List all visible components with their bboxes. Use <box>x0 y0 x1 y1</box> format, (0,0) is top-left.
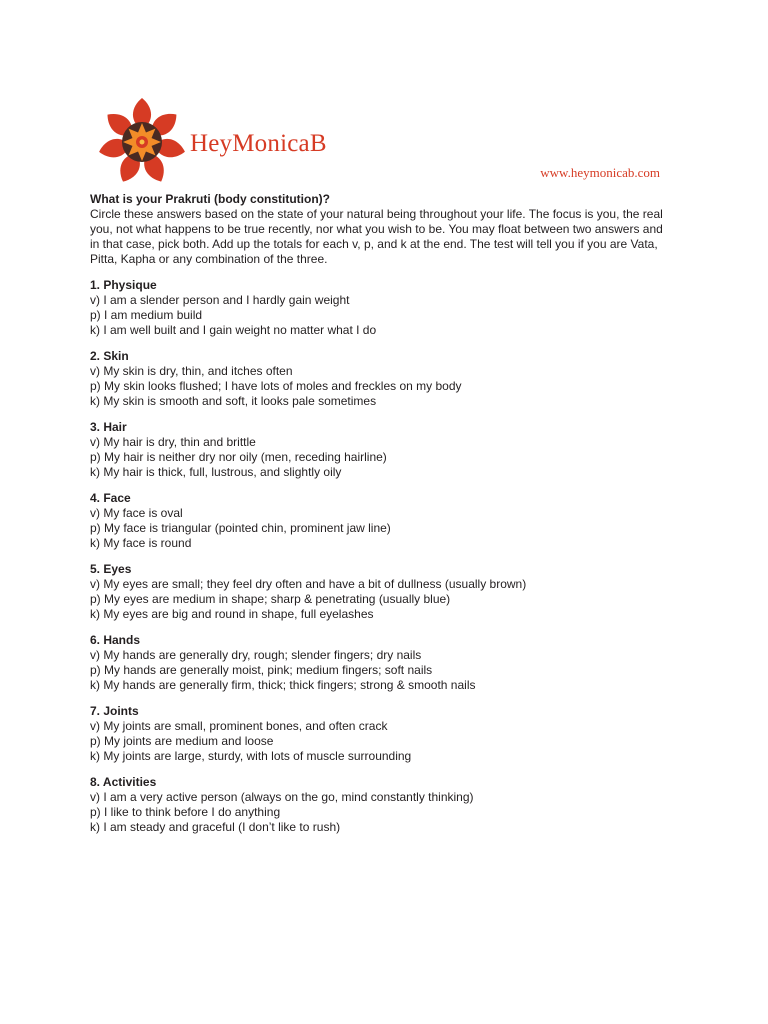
answer-option[interactable]: p) My hair is neither dry nor oily (men, receding hairline) <box>90 450 387 464</box>
answer-option[interactable]: p) My joints are medium and loose <box>90 734 274 748</box>
question-title: 2. Skin <box>90 349 129 363</box>
answer-option[interactable]: k) My hair is thick, full, lustrous, and slightly oily <box>90 465 342 479</box>
brand-logo <box>96 96 327 188</box>
question-title: 7. Joints <box>90 704 139 718</box>
answer-option[interactable]: v) My hands are generally dry, rough; slender fingers; dry nails <box>90 648 422 662</box>
answer-option[interactable]: p) My eyes are medium in shape; sharp & penetrating (usually blue) <box>90 592 451 606</box>
answer-option[interactable]: p) My hands are generally moist, pink; medium fingers; soft nails <box>90 663 433 677</box>
question-title: 1. Physique <box>90 278 157 292</box>
answer-option[interactable]: v) My hair is dry, thin and brittle <box>90 435 256 449</box>
answer-option[interactable]: v) My skin is dry, thin, and itches often <box>90 364 293 378</box>
answer-option[interactable]: k) My joints are large, sturdy, with lots of muscle surrounding <box>90 749 412 763</box>
answer-option[interactable]: v) My face is oval <box>90 506 183 520</box>
answer-option[interactable]: k) My face is round <box>90 536 192 550</box>
answer-option[interactable]: p) I like to think before I do anything <box>90 805 281 819</box>
answer-option[interactable]: p) My face is triangular (pointed chin, prominent jaw line) <box>90 521 391 535</box>
answer-option[interactable]: k) My eyes are big and round in shape, full eyelashes <box>90 607 374 621</box>
answer-option[interactable]: v) My eyes are small; they feel dry often and have a bit of dullness (usually brown) <box>90 577 527 591</box>
question-title: 6. Hands <box>90 633 141 647</box>
answer-option[interactable]: v) My joints are small, prominent bones, and often crack <box>90 719 388 733</box>
question-section <box>90 562 670 622</box>
answer-option[interactable]: v) I am a slender person and I hardly gain weight <box>90 293 350 307</box>
website-link[interactable]: www.heymonicab.com <box>540 165 660 180</box>
question-section <box>90 633 670 693</box>
question-section <box>90 491 670 551</box>
question-title: 8. Activities <box>90 775 157 789</box>
brand-name: HeyMonicaB <box>190 130 327 157</box>
answer-option[interactable]: k) My hands are generally firm, thick; thick fingers; strong & smooth nails <box>90 678 476 692</box>
question-title: 3. Hair <box>90 420 127 434</box>
question-section <box>90 775 670 835</box>
question-title: 5. Eyes <box>90 562 132 576</box>
quiz-content <box>90 192 670 846</box>
question-section <box>90 420 670 480</box>
question-title: 4. Face <box>90 491 131 505</box>
question-list <box>90 278 670 835</box>
intro-text: Circle these answers based on the state of your natural being throughout your life. The focus is you, the real you, not what happens to be true recently, nor what you wish to be. You may float between two answers and in that case, pick both. Add up the totals for each v, p, and k at the end. The test will tell you if you are Vata, Pitta, Kapha or any combination of the three. <box>90 207 663 266</box>
answer-option[interactable]: p) My skin looks flushed; I have lots of moles and freckles on my body <box>90 379 462 393</box>
answer-option[interactable]: p) I am medium build <box>90 308 203 322</box>
question-section <box>90 278 670 338</box>
answer-option[interactable]: k) I am steady and graceful (I don’t like to rush) <box>90 820 341 834</box>
lotus-flower-icon <box>96 96 188 188</box>
page-title: What is your Prakruti (body constitution)? <box>90 192 330 206</box>
answer-option[interactable]: v) I am a very active person (always on the go, mind constantly thinking) <box>90 790 474 804</box>
answer-option[interactable]: k) My skin is smooth and soft, it looks pale sometimes <box>90 394 377 408</box>
question-section <box>90 349 670 409</box>
answer-option[interactable]: k) I am well built and I gain weight no matter what I do <box>90 323 377 337</box>
question-section <box>90 704 670 764</box>
